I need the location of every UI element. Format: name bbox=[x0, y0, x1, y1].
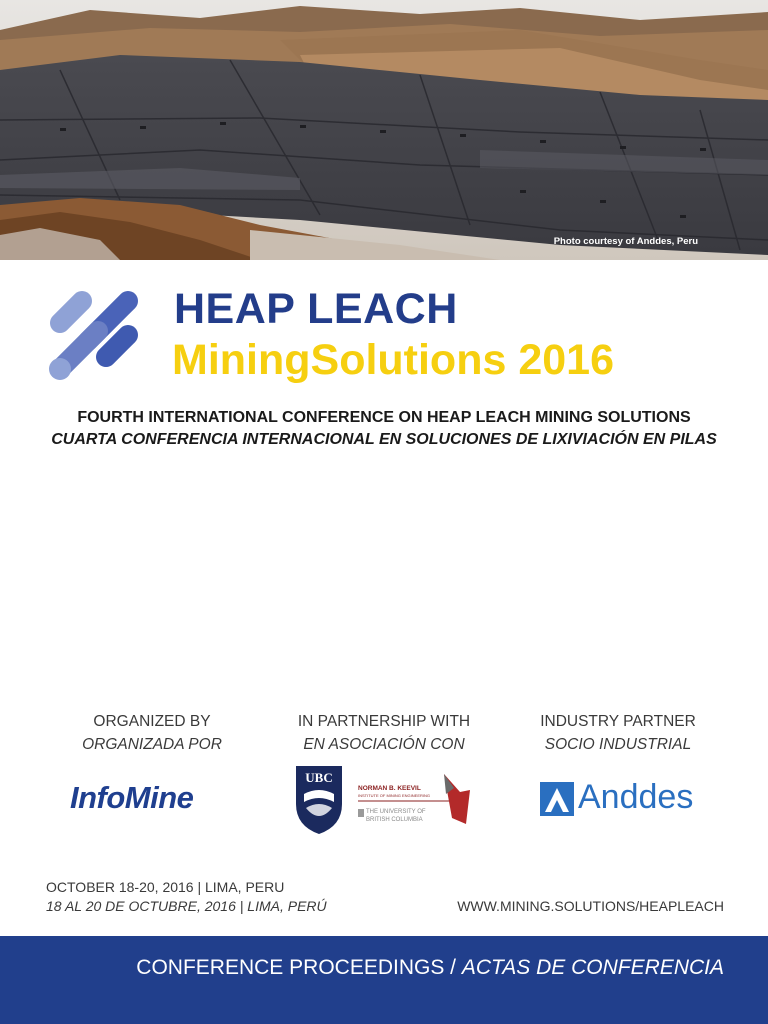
ubc-univ-line2: BRITISH COLUMBIA bbox=[366, 817, 423, 823]
event-website-link[interactable]: WWW.MINING.SOLUTIONS/HEAPLEACH bbox=[457, 898, 724, 914]
partner-column bbox=[264, 710, 504, 756]
heap-leach-logo-icon bbox=[44, 285, 144, 389]
footer-title bbox=[136, 956, 724, 980]
organizer-column bbox=[32, 710, 272, 756]
industry-partner-column bbox=[498, 710, 738, 756]
photo-credit: Photo courtesy of Anddes, Peru bbox=[553, 236, 698, 247]
subtitle-spanish: CUARTA CONFERENCIA INTERNACIONAL EN SOLUCIONES DE LIXIVIACIÓN EN PILAS bbox=[51, 431, 717, 448]
footer-title-es: ACTAS DE CONFERENCIA bbox=[461, 956, 724, 979]
anddes-mountain-icon bbox=[540, 782, 574, 816]
partner-label-en: IN PARTNERSHIP WITH bbox=[297, 713, 471, 730]
partner-label-es: EN ASOCIACIÓN CON bbox=[303, 736, 465, 753]
heap-leach-pad-photo bbox=[0, 0, 768, 260]
industry-partner-label-es: SOCIO INDUSTRIAL bbox=[544, 736, 692, 753]
event-dates-es: 18 AL 20 DE OCTUBRE, 2016 | LIMA, PERÚ bbox=[46, 898, 327, 914]
ubc-crest-letters: UBC bbox=[305, 770, 333, 785]
industry-partner-label-en: INDUSTRY PARTNER bbox=[540, 713, 696, 730]
ubc-inst-line2: INSTITUTE OF MINING ENGINEERING bbox=[358, 793, 431, 798]
conference-title-line1: HEAP LEACH bbox=[174, 285, 458, 333]
ubc-crest-icon bbox=[294, 764, 474, 834]
organizer-label-en: ORGANIZED BY bbox=[93, 713, 211, 730]
ubc-inst-line1: NORMAN B. KEEVIL bbox=[358, 785, 421, 792]
event-dates-en: OCTOBER 18-20, 2016 | LIMA, PERU bbox=[46, 879, 285, 895]
header-photo bbox=[0, 0, 768, 260]
footer-title-en: CONFERENCE PROCEEDINGS / bbox=[136, 956, 462, 979]
ubc-logo bbox=[294, 764, 474, 834]
conference-title-line2: MiningSolutions 2016 bbox=[172, 336, 614, 384]
footer-band bbox=[0, 936, 768, 1024]
organizer-label-es: ORGANIZADA POR bbox=[82, 736, 222, 753]
ubc-univ-line1: THE UNIVERSITY OF bbox=[366, 809, 426, 815]
anddes-wordmark: Anddes bbox=[578, 778, 694, 816]
infomine-logo: InfoMine bbox=[70, 780, 194, 815]
subtitle-english: FOURTH INTERNATIONAL CONFERENCE ON HEAP LEACH MINING SOLUTIONS bbox=[77, 409, 691, 426]
